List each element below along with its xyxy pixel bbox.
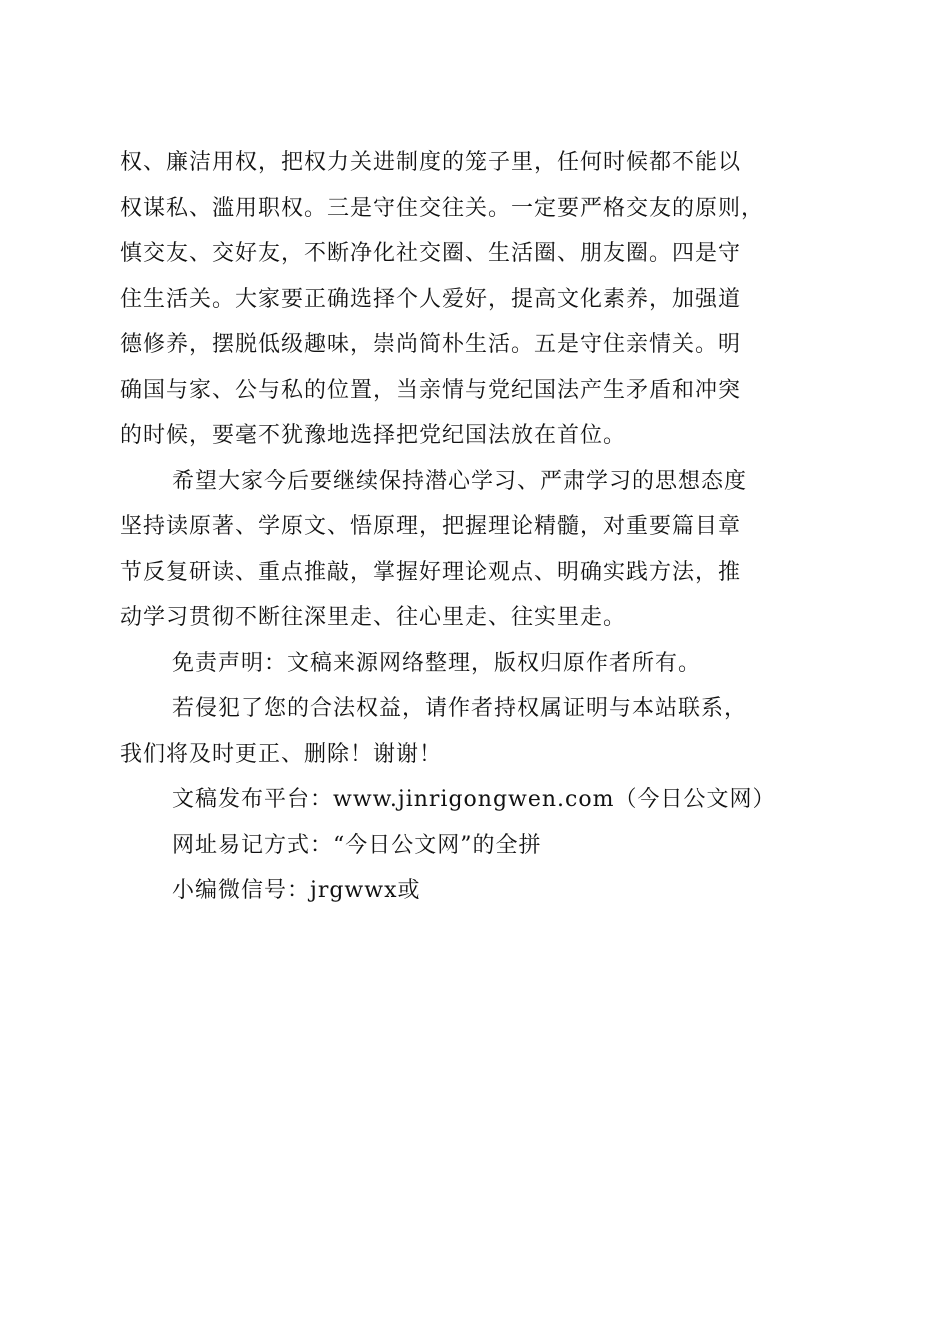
text-line-8: 希望大家今后要继续保持潜心学习、严肃学习的思想态度 [172,468,748,494]
wechat-id-line: 小编微信号：jrgwwx或 [172,878,421,903]
infringement-notice-line: 若侵犯了您的合法权益，请作者持权属证明与本站联系， [172,696,748,721]
infringement-notice-continued: 我们将及时更正、删除！谢谢！ [120,741,443,767]
text-line-9: 坚持读原著、学原文、悟原理，把握理论精髓，对重要篇目章 [120,514,742,539]
text-line-1: 权、廉洁用权，把权力关进制度的笼子里，任何时候都不能以 [120,150,742,175]
publish-platform-line: 文稿发布平台：www.jinrigongwen.com（今日公文网） [172,787,776,812]
text-line-11: 动学习贯彻不断往深里走、往心里走、往实里走。 [120,605,627,630]
text-line-4: 住生活关。大家要正确选择个人爱好，提高文化素养，加强道 [120,286,742,312]
text-line-7: 的时候，要毫不犹豫地选择把党纪国法放在首位。 [120,423,627,448]
text-line-5: 德修养，摆脱低级趣味，崇尚简朴生活。五是守住亲情关。明 [120,332,742,357]
text-line-2: 权谋私、滥用职权。三是守住交往关。一定要严格交友的原则， [120,195,765,221]
document-body [120,140,832,914]
disclaimer-line: 免责声明：文稿来源网络整理，版权归原作者所有。 [172,650,702,676]
text-line-6: 确国与家、公与私的位置，当亲情与党纪国法产生矛盾和冲突 [120,377,742,403]
text-line-10: 节反复研读、重点推敲，掌握好理论观点、明确实践方法，推 [120,559,742,585]
text-line-3: 慎交友、交好友，不断净化社交圈、生活圈、朋友圈。四是守 [120,241,742,266]
url-mnemonic-line: 网址易记方式：“今日公文网”的全拼 [172,832,542,858]
